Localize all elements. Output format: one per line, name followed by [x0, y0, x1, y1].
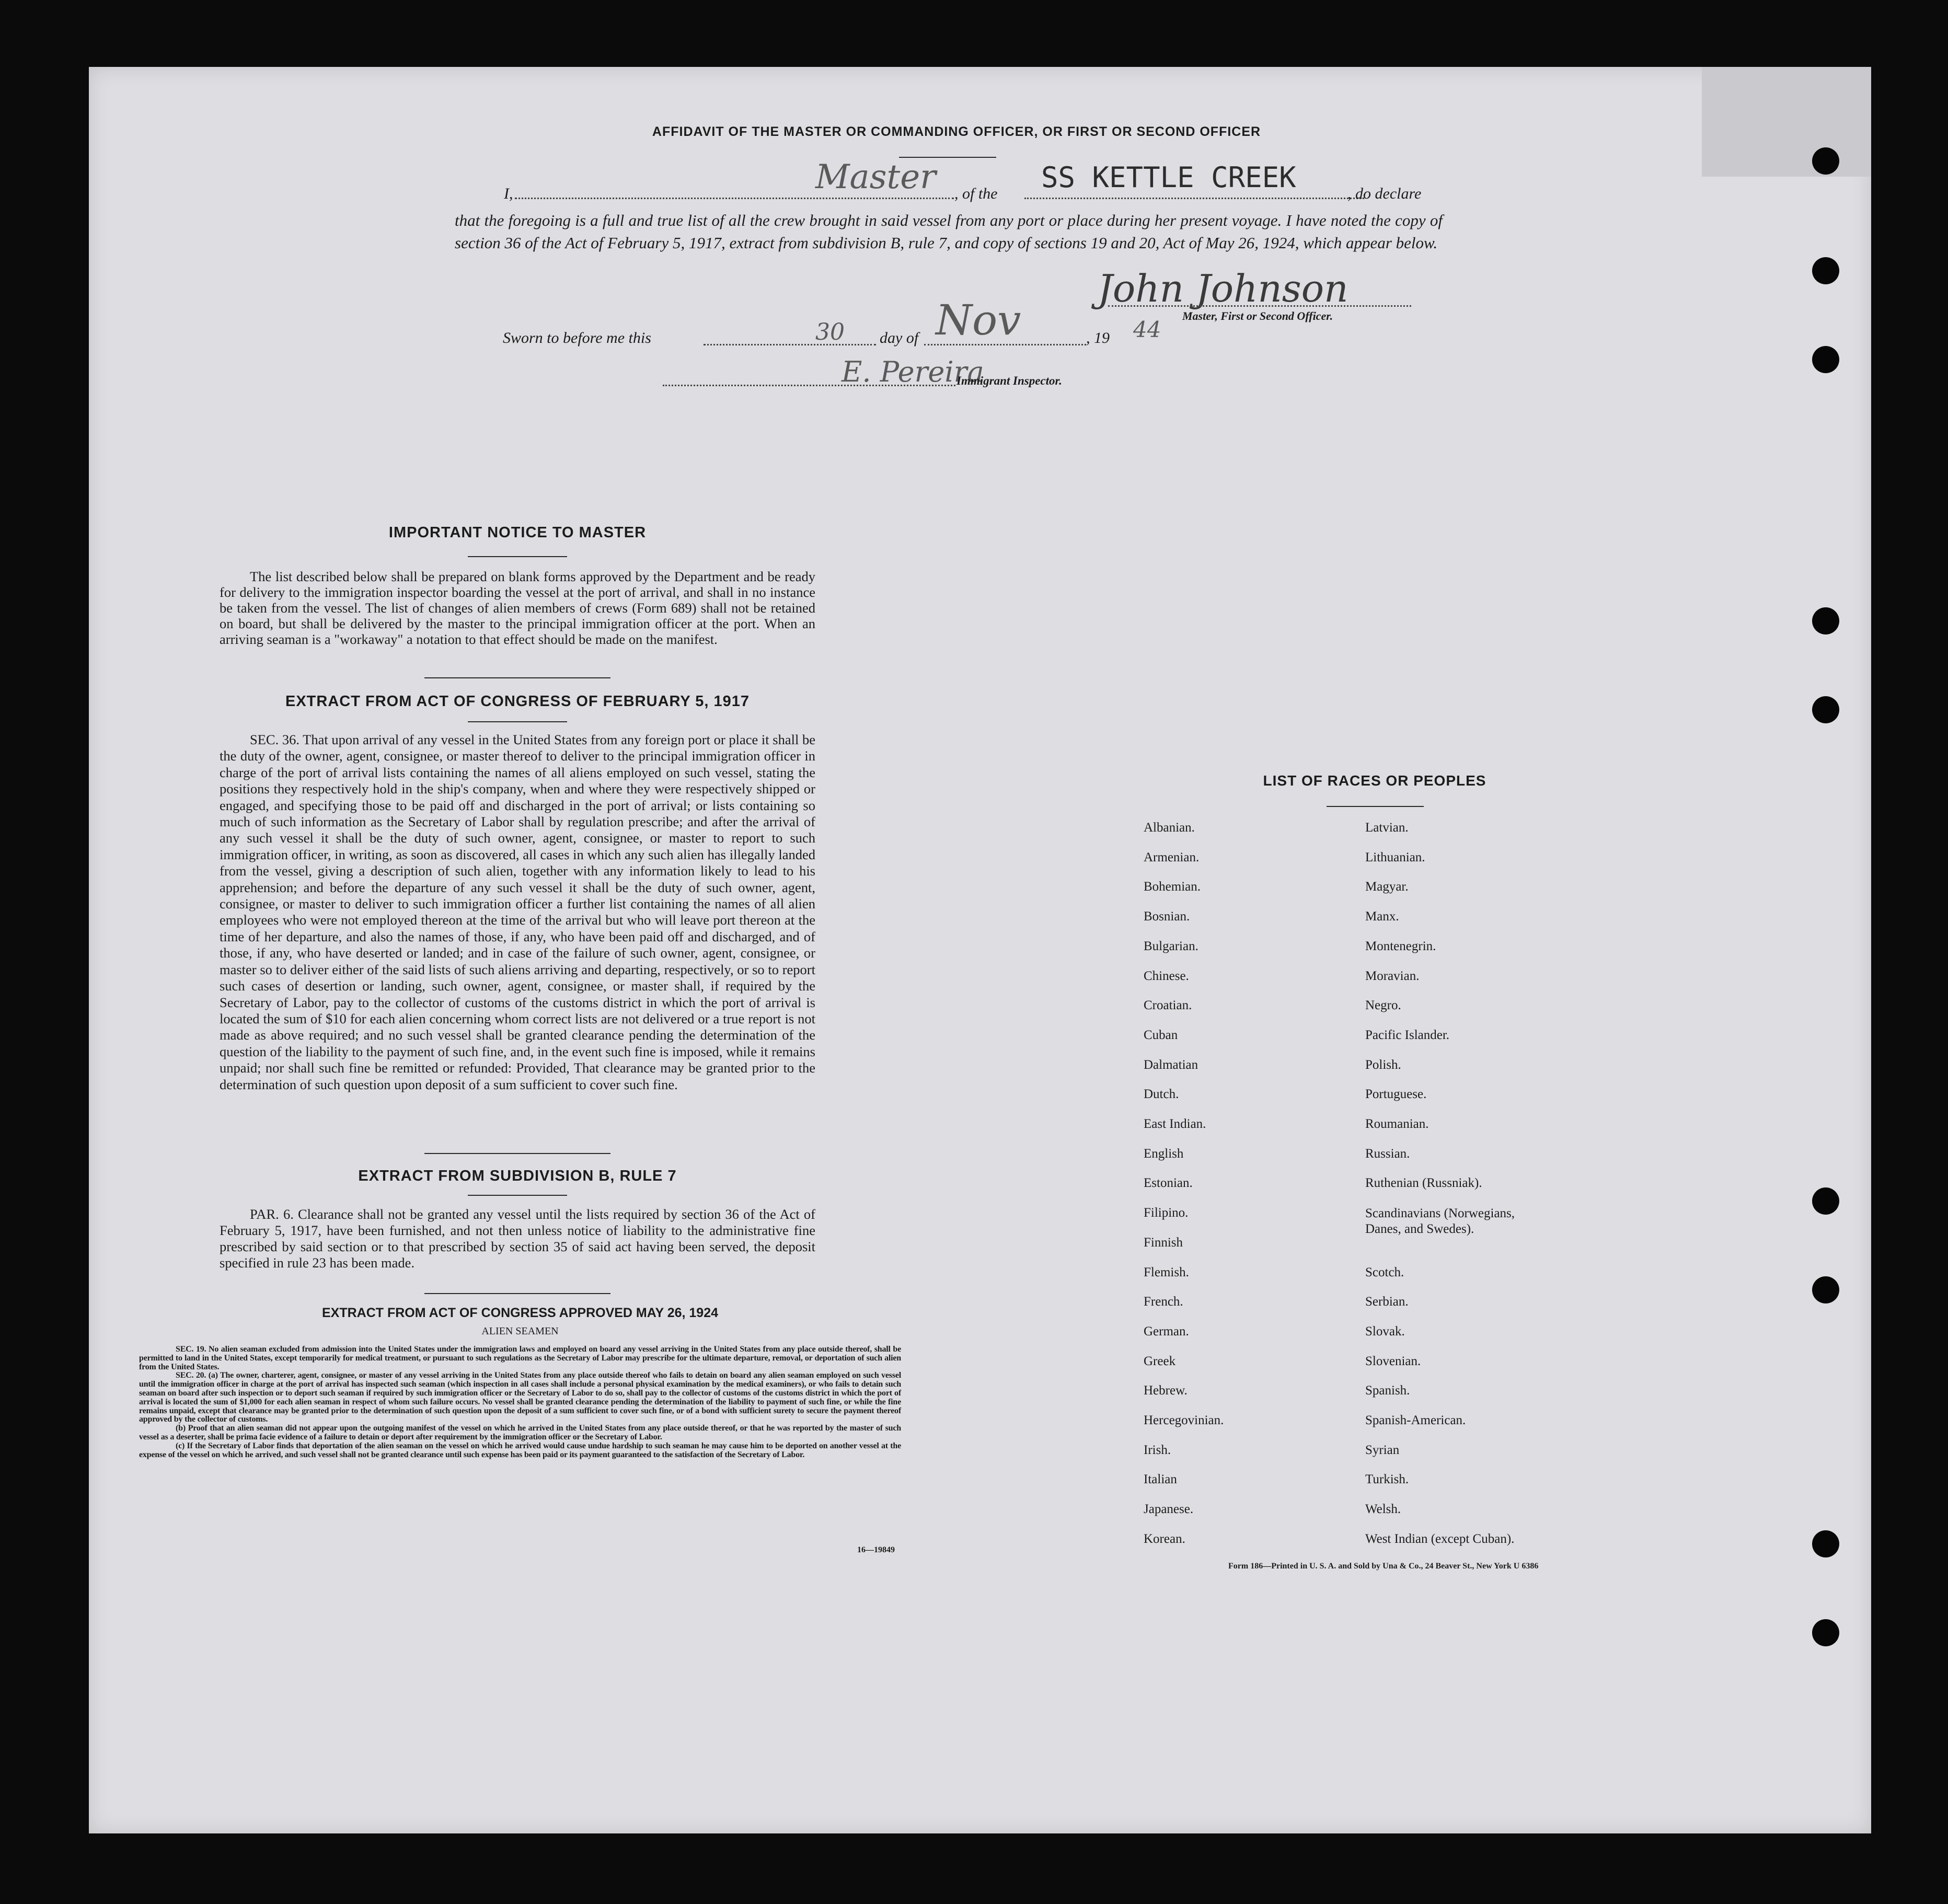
rank-blank — [515, 198, 954, 199]
race-item: Bulgarian. — [1144, 939, 1198, 953]
race-item: Serbian. — [1365, 1295, 1409, 1309]
day-blank — [704, 344, 876, 345]
race-item: West Indian (except Cuban). — [1365, 1531, 1515, 1546]
punch-hole — [1812, 1276, 1839, 1303]
race-item: Dutch. — [1144, 1087, 1179, 1102]
race-item: Moravian. — [1365, 968, 1420, 983]
race-item: Latvian. — [1365, 821, 1409, 835]
divider — [1327, 806, 1424, 807]
extract-1917-title: EXTRACT FROM ACT OF CONGRESS OF FEBRUARY 5, 1917 — [285, 693, 750, 710]
race-item: Hebrew. — [1144, 1383, 1188, 1398]
race-item: Lithuanian. — [1365, 850, 1425, 864]
punch-hole — [1812, 257, 1839, 284]
race-item: Roumanian. — [1365, 1117, 1429, 1131]
divider — [468, 1195, 567, 1196]
punch-hole — [1812, 1619, 1839, 1646]
race-item: Russian. — [1365, 1146, 1410, 1161]
race-item: Spanish. — [1365, 1383, 1410, 1398]
do-declare-label: , do declare — [1347, 185, 1422, 202]
sworn-day: 30 — [815, 319, 845, 345]
year-prefix: , 19 — [1086, 329, 1110, 347]
punch-hole — [1812, 696, 1839, 723]
form-code: 16—19849 — [857, 1545, 895, 1554]
notice-title: IMPORTANT NOTICE TO MASTER — [388, 524, 647, 541]
i-label: I, — [504, 185, 513, 202]
race-item: Filipino. — [1144, 1206, 1189, 1220]
race-item: Welsh. — [1365, 1502, 1401, 1517]
race-item: Slovenian. — [1365, 1354, 1421, 1368]
race-item: Korean. — [1144, 1531, 1185, 1546]
vessel-name: SS KETTLE CREEK — [1041, 161, 1296, 194]
sec-20a: SEC. 20. (a) The owner, charterer, agent, consignee, or master of any vessel arriving in the United States from any place outside thereof who fails to detain on board any alien seaman employed on such vessel until the immigration officer in charge at the port of arrival has inspected such seaman (which inspection in all cases shall include a personal physical examination by the medical examiners), or who fails to detain such seaman on board after such inspection or to deport such seaman if required by such immigration officer or the Secretary of Labor to do so, shall pay to the collector of customs of the customs district in which the port of arrival is located the sum of $1,000 for each alien seaman in respect of whom such failure occurs. No vessel shall be granted clearance pending the determination of the liability to payment of such fine, or while the fine remains unpaid, except that clearance may be granted prior to the determination of such question upon the deposit of a sum sufficient to cover such fine, or of a bond with sufficient surety to secure the payment thereof approved by the collector of customs. — [139, 1371, 901, 1424]
race-item: Dalmatian — [1144, 1057, 1198, 1072]
sec-20c: (c) If the Secretary of Labor finds that deportation of the alien seaman on the vessel on which he arrived would cause undue hardship to such seaman he may cause him to be deported on another vessel at the expense of the vessel on which he arrived, and such vessel shall not be granted clearance until such expense has been paid or its payment guaranteed to the satisfaction of the Secretary of Labor. — [139, 1441, 901, 1459]
affidavit-title: AFFIDAVIT OF THE MASTER OR COMMANDING OFFICER, OR FIRST OR SECOND OFFICER — [652, 124, 1261, 139]
vessel-blank — [1024, 198, 1364, 199]
race-item: Slovak. — [1365, 1324, 1405, 1338]
race-item: Albanian. — [1144, 821, 1195, 835]
extract-1924-title: EXTRACT FROM ACT OF CONGRESS APPROVED MAY 26, 1924 — [321, 1306, 719, 1320]
divider — [468, 721, 567, 722]
inspector-signature: E. Pereira — [842, 355, 984, 388]
rule7-body: PAR. 6. Clearance shall not be granted any vessel until the lists required by section 36 of the Act of February 5, 1917, have been furnished, and not then unless notice of liability to the administrative fine prescribed by said section or to that prescribed by section 35 of said act having been served, the deposit specified in rule 23 has been made. — [220, 1206, 815, 1271]
extract-1924-sections — [139, 1345, 901, 1459]
day-of-label: day of — [880, 329, 919, 347]
race-item: Bosnian. — [1144, 909, 1190, 924]
divider — [424, 677, 610, 678]
affidavit-body: that the foregoing is a full and true list of all the crew brought in said vessel from any port or place during her present voyage. I have noted the copy of section 36 of the Act of February 5, 1917, extract from subdivision B, rule 7, and copy of sections 19 and 20, Act of May 26, 1924, which appear below. — [455, 211, 1443, 252]
of-the-label: , of the — [954, 185, 998, 202]
extract-1917-body: SEC. 36. That upon arrival of any vessel in the United States from any foreign port or place it shall be the duty of the owner, agent, consignee, or master thereof to deliver to the principal immigration officer in charge of the port of arrival lists containing the names of all aliens employed on such vessel, stating the positions they respectively hold in the ship's company, when and where they were respectively shipped or engaged, and specifying those to be paid off and discharged in the port of arrival; or lists containing so much of such information as the Secretary of Labor shall by regulation prescribe; and after the arrival of any such vessel it shall be the duty of such owner, agent, consignee, or master to report to such immigration officer, in writing, as soon as discovered, all cases in which any such alien has illegally landed from the vessel, giving a description of such alien, together with any information likely to lead to his apprehension; and before the departure of any such vessel it shall be the duty of such owner, agent, consignee, or master to deliver to such immigration officer a further list containing the names of all alien employees who were not employed thereon at the time of the arrival but who will leave port thereon at the time of her departure, and also the names of those, if any, who have been paid off and discharged, and of those, if any, who have deserted or landed; and in case of the failure of such owner, agent, consignee, or master so to deliver either of the said lists of such aliens arriving and departing, respectively, or so to report such cases of desertion or landing, such owner, agent, consignee, or master shall, if required by the Secretary of Labor, pay to the collector of customs of the customs district in which the port of arrival is located the sum of $10 for each alien concerning whom correct lists are not delivered or a true report is not made as above required; and no such vessel shall be granted clearance pending the determination of the question of the liability to the payment of such fine, and, in the event such fine is imposed, while it remains unpaid; nor shall such fine be remitted or refunded: Provided, That clearance may be granted prior to the determination of such question upon deposit of a sum sufficient to cover such fine. — [220, 732, 815, 1092]
race-item: Italian — [1144, 1472, 1177, 1487]
sec-20b: (b) Proof that an alien seaman did not appear upon the outgoing manifest of the vessel on which he arrived in the United States from any place outside thereof, or that he was reported by the master of such vessel as a deserter, shall be prima facie evidence of a failure to detain or deport after requirement by the immigration officer or the Secretary of Labor. — [139, 1424, 901, 1441]
race-item: Irish. — [1144, 1443, 1171, 1457]
race-item: East Indian. — [1144, 1117, 1206, 1131]
race-item: Flemish. — [1144, 1265, 1189, 1279]
master-signature: John Johnson — [1098, 267, 1348, 310]
sworn-month: Nov — [936, 296, 1021, 344]
race-item: Greek — [1144, 1354, 1176, 1368]
race-item: Bohemian. — [1144, 880, 1201, 894]
punch-hole — [1812, 346, 1839, 373]
divider — [468, 556, 567, 557]
punch-hole — [1812, 607, 1839, 634]
rule7-title: EXTRACT FROM SUBDIVISION B, RULE 7 — [358, 1168, 677, 1184]
race-item: Scotch. — [1365, 1265, 1404, 1279]
race-item: Portuguese. — [1365, 1087, 1427, 1102]
race-item: Polish. — [1365, 1057, 1401, 1072]
extract-1924-subtitle: ALIEN SEAMEN — [481, 1325, 559, 1337]
race-item: Hercegovinian. — [1144, 1413, 1224, 1427]
divider — [424, 1293, 610, 1294]
notice-body: The list described below shall be prepared on blank forms approved by the Department and be ready for delivery to the immigration inspector boarding the vessel at the port of arrival, and shall in no instance be taken from the vessel. The list of changes of alien members of crews (Form 689) shall not be retained on board, but shall be delivered by the master to the principal immigration officer at the port. When an arriving seaman is a "workaway" a notation to that effect should be made on the manifest. — [220, 569, 815, 647]
footer-form-line: Form 186—Printed in U. S. A. and Sold by Una & Co., 24 Beaver St., New York U 6386 — [1228, 1562, 1539, 1571]
race-item: Syrian — [1365, 1443, 1400, 1457]
inspector-caption: Immigrant Inspector. — [956, 374, 1062, 387]
race-item: Chinese. — [1144, 968, 1189, 983]
race-item: Pacific Islander. — [1365, 1028, 1450, 1042]
race-item: Turkish. — [1365, 1472, 1409, 1487]
punch-hole — [1812, 1530, 1839, 1557]
torn-corner — [1702, 67, 1871, 177]
punch-hole — [1812, 1187, 1839, 1215]
race-item: Spanish-American. — [1365, 1413, 1466, 1427]
race-item: Montenegrin. — [1365, 939, 1436, 953]
race-item: Scandinavians (Norwegians, Danes, and Swedes). — [1365, 1206, 1515, 1237]
race-item: Croatian. — [1144, 998, 1192, 1013]
races-title: LIST OF RACES OR PEOPLES — [1263, 772, 1486, 789]
handwritten-rank: Master — [815, 158, 936, 197]
race-item: Ruthenian (Russniak). — [1365, 1176, 1482, 1191]
race-item: Manx. — [1365, 909, 1399, 924]
race-item: Cuban — [1144, 1028, 1178, 1042]
punch-hole — [1812, 147, 1839, 175]
race-item: Armenian. — [1144, 850, 1200, 864]
race-item: Japanese. — [1144, 1502, 1194, 1517]
sworn-label: Sworn to before me this — [503, 329, 651, 347]
year-handwritten: 44 — [1133, 317, 1161, 342]
race-item: Finnish — [1144, 1235, 1183, 1250]
divider — [424, 1153, 610, 1154]
race-item: German. — [1144, 1324, 1189, 1338]
race-item: Magyar. — [1365, 880, 1409, 894]
race-item: Negro. — [1365, 998, 1401, 1013]
signature-line — [1108, 305, 1411, 307]
race-item: Estonian. — [1144, 1176, 1193, 1191]
race-item: English — [1144, 1146, 1184, 1161]
sec-19: SEC. 19. No alien seaman excluded from admission into the United States under the immigration laws and employed on board any vessel arriving in the United States from any place outside thereof, shall be permitted to land in the United States, except temporarily for medical treatment, or pursuant to such regulations as the Secretary of Labor may prescribe for the ultimate departure, removal, or deportation of such alien from the United States. — [139, 1345, 901, 1371]
race-item: French. — [1144, 1295, 1183, 1309]
signature-caption: Master, First or Second Officer. — [1182, 309, 1333, 322]
